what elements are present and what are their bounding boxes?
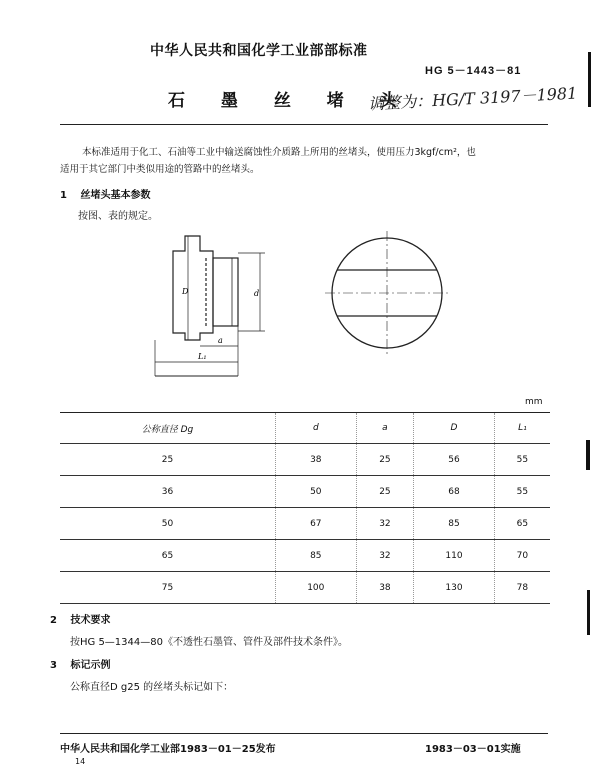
table-cell: 25 — [356, 476, 414, 508]
table-cell: 56 — [414, 444, 495, 476]
col-header-D: D — [414, 413, 495, 444]
end-view — [325, 231, 449, 355]
section-1-title: 丝堵头基本参数 — [80, 190, 151, 201]
intro-line-2: 适用于其它部门中类似用途的管路中的丝堵头。 — [60, 164, 260, 175]
section-3-text: 公称直径D g25 的丝堵头标记如下： — [70, 682, 234, 693]
table-header-row — [60, 413, 550, 444]
table-cell: 67 — [276, 508, 357, 540]
table-cell: 78 — [494, 572, 550, 604]
table-cell: 110 — [414, 540, 495, 572]
effective-date: 1983－03－01实施 — [425, 744, 521, 755]
intro-line-1: 本标准适用于化工、石油等工业中输送腐蚀性介质路上所用的丝堵头，使用压力3kgf/cm²，也 — [82, 147, 476, 158]
scan-artifact — [587, 590, 590, 635]
table-cell: 25 — [356, 444, 414, 476]
section-1-number: 1 — [60, 190, 67, 201]
plug-drawing — [140, 228, 470, 378]
issue-date: 中华人民共和国化学工业部1983－01－25发布 — [60, 744, 276, 755]
col-header-d: d — [276, 413, 357, 444]
section-2-title: 技术要求 — [70, 615, 111, 626]
table-row — [60, 476, 550, 508]
table-row — [60, 508, 550, 540]
scan-artifact — [588, 52, 591, 107]
table-cell: 25 — [60, 444, 276, 476]
parameter-table — [60, 412, 550, 604]
section-3-number: 3 — [50, 660, 57, 671]
table-cell: 85 — [414, 508, 495, 540]
section-2-number: 2 — [50, 615, 57, 626]
section-2-heading — [50, 611, 110, 626]
side-view — [155, 236, 265, 376]
table-cell: 55 — [494, 444, 550, 476]
table-cell: 32 — [356, 540, 414, 572]
table-cell: 68 — [414, 476, 495, 508]
table-cell: 65 — [494, 508, 550, 540]
table-cell: 75 — [60, 572, 276, 604]
section-1-heading — [60, 186, 150, 201]
table-cell: 36 — [60, 476, 276, 508]
handwritten-annotation: 调整为：HG/T 3197－1981 — [367, 83, 578, 114]
section-3-heading — [50, 656, 110, 671]
table-cell: 50 — [276, 476, 357, 508]
col-header-nominal-diameter: 公称直径 Dg — [60, 413, 276, 444]
table-cell: 70 — [494, 540, 550, 572]
table-cell: 38 — [356, 572, 414, 604]
table-cell: 32 — [356, 508, 414, 540]
table-cell: 38 — [276, 444, 357, 476]
scan-artifact — [586, 440, 590, 470]
label-D: D — [182, 287, 189, 296]
table-row — [60, 444, 550, 476]
section-1-text: 按图、表的规定。 — [78, 211, 158, 222]
table-cell: 50 — [60, 508, 276, 540]
table-cell: 55 — [494, 476, 550, 508]
table-cell: 65 — [60, 540, 276, 572]
label-a: a — [218, 336, 223, 345]
header-rule — [60, 124, 548, 125]
document-title: 石 墨 丝 堵 头 — [168, 91, 412, 111]
col-header-L: L₁ — [494, 413, 550, 444]
label-d: d — [254, 289, 260, 298]
table-cell: 130 — [414, 572, 495, 604]
table-unit: mm — [525, 397, 543, 407]
thread-section — [213, 258, 238, 326]
standard-number: HG 5－1443－81 — [425, 65, 522, 77]
page-number: 14 — [75, 757, 86, 766]
col-header-a: a — [356, 413, 414, 444]
table-cell: 85 — [276, 540, 357, 572]
label-L: L₁ — [198, 352, 207, 361]
intro-paragraph — [60, 144, 550, 178]
table-row — [60, 540, 550, 572]
footer-rule — [60, 733, 548, 734]
section-2-text: 按HG 5—1344—80《不透性石墨管、管件及部件技术条件》。 — [70, 637, 348, 648]
issuing-authority-header: 中华人民共和国化学工业部部标准 — [150, 43, 368, 59]
plug-head — [173, 236, 213, 340]
section-3-title: 标记示例 — [70, 660, 111, 671]
table-cell: 100 — [276, 572, 357, 604]
table-row — [60, 572, 550, 604]
